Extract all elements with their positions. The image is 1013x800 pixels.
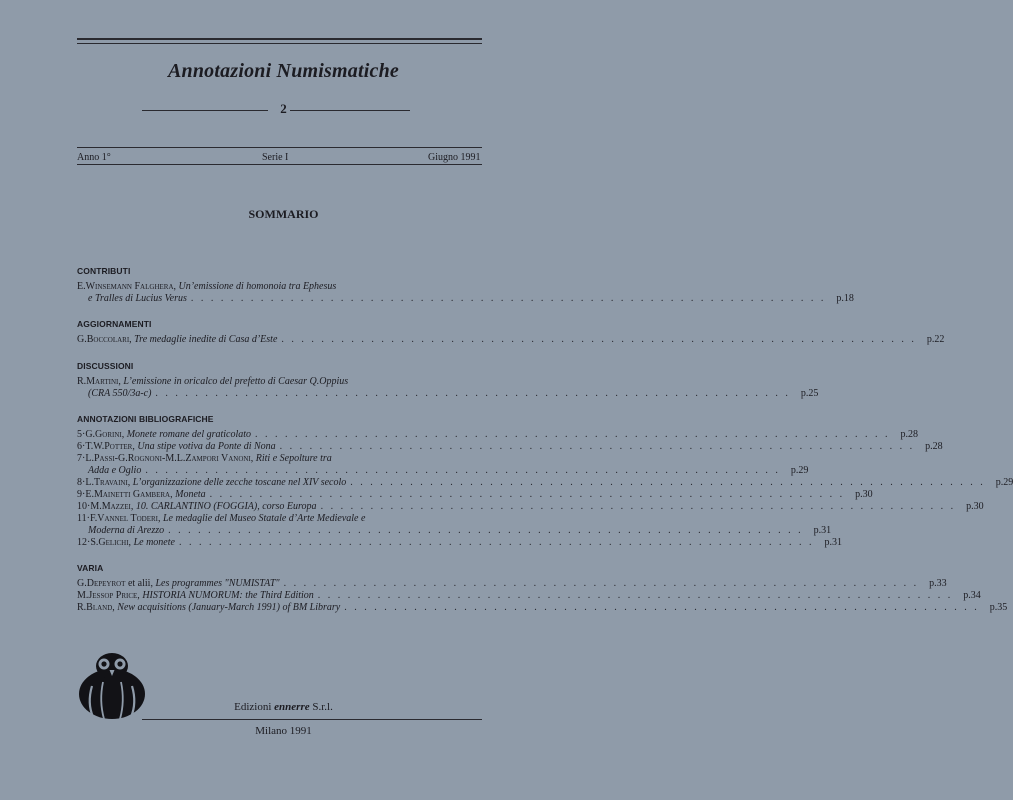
entry-title: Le medaglie del Museo Statale d’Arte Medievale e [162, 513, 366, 524]
entry-page: p.33 [929, 578, 947, 589]
section-aggiornamenti: AGGIORNAMENTI [77, 319, 152, 329]
toc-entry [77, 453, 482, 465]
entry-title: Monete romane del graticolato [126, 429, 252, 440]
section-discussioni: DISCUSSIONI [77, 361, 134, 371]
toc-entry [77, 537, 842, 549]
entry-author: G.Depeyrot [77, 578, 126, 589]
section-varia: VARIA [77, 563, 104, 573]
leader-dots: . . . . . . . . . . . . . . . . . . . . . . . . . . . . . . . . . . . . . . . . . . . . . . . . . . . . . . . . . . . . . . . . [145, 465, 781, 476]
entry-author: 11·F.Vannel Toderi, [77, 513, 161, 524]
entry-title: L’organizzazione delle zecche toscane nel XIV secolo [132, 477, 347, 488]
contents-heading: SOMMARIO [248, 207, 319, 221]
entry-title: L’emissione in oricalco del prefetto di Caesar Q.Oppius [123, 376, 349, 387]
meta-rule-bottom [77, 164, 482, 165]
leader-dots: . . . . . . . . . . . . . . . . . . . . . . . . . . . . . . . . . . . . . . . . . . . . . . . . . . . . . . . . . . . . . . . . [168, 525, 804, 536]
entry-page: p.25 [800, 388, 819, 399]
issue-number: 2 [280, 101, 287, 116]
publisher-rule [142, 719, 482, 720]
leader-dots: . . . . . . . . . . . . . . . . . . . . . . . . . . . . . . . . . . . . . . . . . . . . . . . . . . . . . . . . . . . . . . . . [255, 429, 891, 440]
entry-page: p.29 [995, 477, 1013, 488]
entry-title: 10. CARLANTINO (FOGGIA), corso Europa [135, 501, 317, 512]
toc-entry [77, 489, 873, 501]
toc-entry-continuation [88, 465, 809, 477]
entry-author: 10·M.Mazzei, [77, 501, 134, 512]
toc-entry [77, 477, 1013, 489]
entry-title-cont: (CRA 550/3a-c) [88, 388, 152, 399]
toc-entry [77, 602, 1008, 614]
entry-title: HISTORIA NUMORUM: the Third Edition [142, 590, 314, 601]
toc-entry [77, 281, 482, 293]
entry-title: Tre medaglie inedite di Casa d’Este [134, 334, 278, 345]
entry-author: 8·L.Travaini, [77, 477, 131, 488]
entry-author: M.Jessop Price, [77, 590, 140, 601]
toc-entry-continuation [88, 293, 854, 305]
meta-date: Giugno 1991 [428, 152, 481, 163]
entry-author: 5·G.Gorini, [77, 429, 125, 440]
entry-page: p.31 [813, 525, 832, 536]
leader-dots: . . . . . . . . . . . . . . . . . . . . . . . . . . . . . . . . . . . . . . . . . . . . . . . . . . . . . . . . . . . . . . . . [279, 441, 915, 452]
leader-dots: . . . . . . . . . . . . . . . . . . . . . . . . . . . . . . . . . . . . . . . . . . . . . . . . . . . . . . . . . . . . . . . . [350, 477, 986, 488]
entry-page: p.28 [925, 441, 943, 452]
entry-page: p.30 [966, 501, 984, 512]
publisher-name: Edizioni ennerre S.r.l. [234, 701, 333, 713]
top-rule-thin [77, 43, 482, 44]
entry-title: Les programmes "NUMISTAT" [155, 578, 280, 589]
section-contributi: CONTRIBUTI [77, 266, 131, 276]
entry-title-cont: Adda e Oglio [88, 465, 142, 476]
entry-author: 12·S.Gelichi, [77, 537, 132, 548]
meta-anno: Anno 1° [77, 152, 111, 163]
entry-page: p.28 [900, 429, 919, 440]
journal-title: Annotazioni Numismatiche [168, 60, 399, 82]
toc-entry [77, 513, 482, 525]
entry-page: p.31 [824, 537, 842, 548]
leader-dots: . . . . . . . . . . . . . . . . . . . . . . . . . . . . . . . . . . . . . . . . . . . . . . . . . . . . . . . . . . . . . . . . [209, 489, 845, 500]
toc-entry-continuation [88, 525, 832, 537]
leader-dots: . . . . . . . . . . . . . . . . . . . . . . . . . . . . . . . . . . . . . . . . . . . . . . . . . . . . . . . . . . . . . . . . [344, 602, 980, 613]
leader-dots: . . . . . . . . . . . . . . . . . . . . . . . . . . . . . . . . . . . . . . . . . . . . . . . . . . . . . . . . . . . . . . . . [190, 293, 826, 304]
toc-entry [77, 376, 482, 388]
entry-author: R.Martini, [77, 376, 121, 387]
entry-author: E.Winsemann Falghera, [77, 281, 176, 292]
entry-title: New acquisitions (January-March 1991) of BM Library [117, 602, 341, 613]
leader-dots: . . . . . . . . . . . . . . . . . . . . . . . . . . . . . . . . . . . . . . . . . . . . . . . . . . . . . . . . . . . . . . . . [283, 578, 919, 589]
entry-author: 9·E.Mainetti Gambera, [77, 489, 173, 500]
leader-dots: . . . . . . . . . . . . . . . . . . . . . . . . . . . . . . . . . . . . . . . . . . . . . . . . . . . . . . . . . . . . . . . . [317, 590, 953, 601]
entry-author: R.Bland, [77, 602, 115, 613]
leader-dots: . . . . . . . . . . . . . . . . . . . . . . . . . . . . . . . . . . . . . . . . . . . . . . . . . . . . . . . . . . . . . . . . [281, 334, 917, 345]
toc-entry [77, 578, 947, 590]
toc-entry [77, 334, 945, 346]
entry-title: Le monete [133, 537, 175, 548]
entry-title: Riti e Sepolture tra [255, 453, 332, 464]
toc-entry-continuation [88, 388, 819, 400]
leader-dots: . . . . . . . . . . . . . . . . . . . . . . . . . . . . . . . . . . . . . . . . . . . . . . . . . . . . . . . . . . . . . . . . [155, 388, 791, 399]
entry-author: G.Boccolari, [77, 334, 132, 345]
entry-title-cont: Moderna di Arezzo [88, 525, 165, 536]
meta-rule-top [77, 147, 482, 148]
entry-page: p.30 [855, 489, 873, 500]
entry-author: 6·T.W.Potter, [77, 441, 135, 452]
entry-title: Moneta [175, 489, 206, 500]
entry-page: p.29 [790, 465, 809, 476]
leader-dots: . . . . . . . . . . . . . . . . . . . . . . . . . . . . . . . . . . . . . . . . . . . . . . . . . . . . . . . . . . . . . . . . [320, 501, 956, 512]
entry-title: Una stipe votiva da Ponte di Nona [137, 441, 276, 452]
section-annotazioni-bibliografiche: ANNOTAZIONI BIBLIOGRAFICHE [77, 414, 214, 424]
toc-entry [77, 501, 984, 513]
entry-page: p.22 [926, 334, 945, 345]
entry-title-cont: e Tralles di Lucius Verus [88, 293, 187, 304]
entry-page: p.35 [989, 602, 1008, 613]
entry-connector: et alii, [127, 578, 153, 589]
toc-entry [77, 590, 981, 602]
toc-entry [77, 429, 919, 441]
entry-page: p.34 [963, 590, 981, 601]
entry-page: p.18 [836, 293, 854, 304]
entry-title: Un’emissione di homonoia tra Ephesus [178, 281, 337, 292]
leader-dots: . . . . . . . . . . . . . . . . . . . . . . . . . . . . . . . . . . . . . . . . . . . . . . . . . . . . . . . . . . . . . . . . [178, 537, 814, 548]
publisher-city-year: Milano 1991 [255, 725, 312, 737]
issue-rule-right [290, 110, 410, 111]
toc-entry [77, 441, 943, 453]
meta-serie: Serie I [262, 152, 289, 163]
top-rule-thick [77, 38, 482, 40]
entry-author: 7·L.Passi-G.Rognoni-M.L.Zampori Vanoni, [77, 453, 254, 464]
